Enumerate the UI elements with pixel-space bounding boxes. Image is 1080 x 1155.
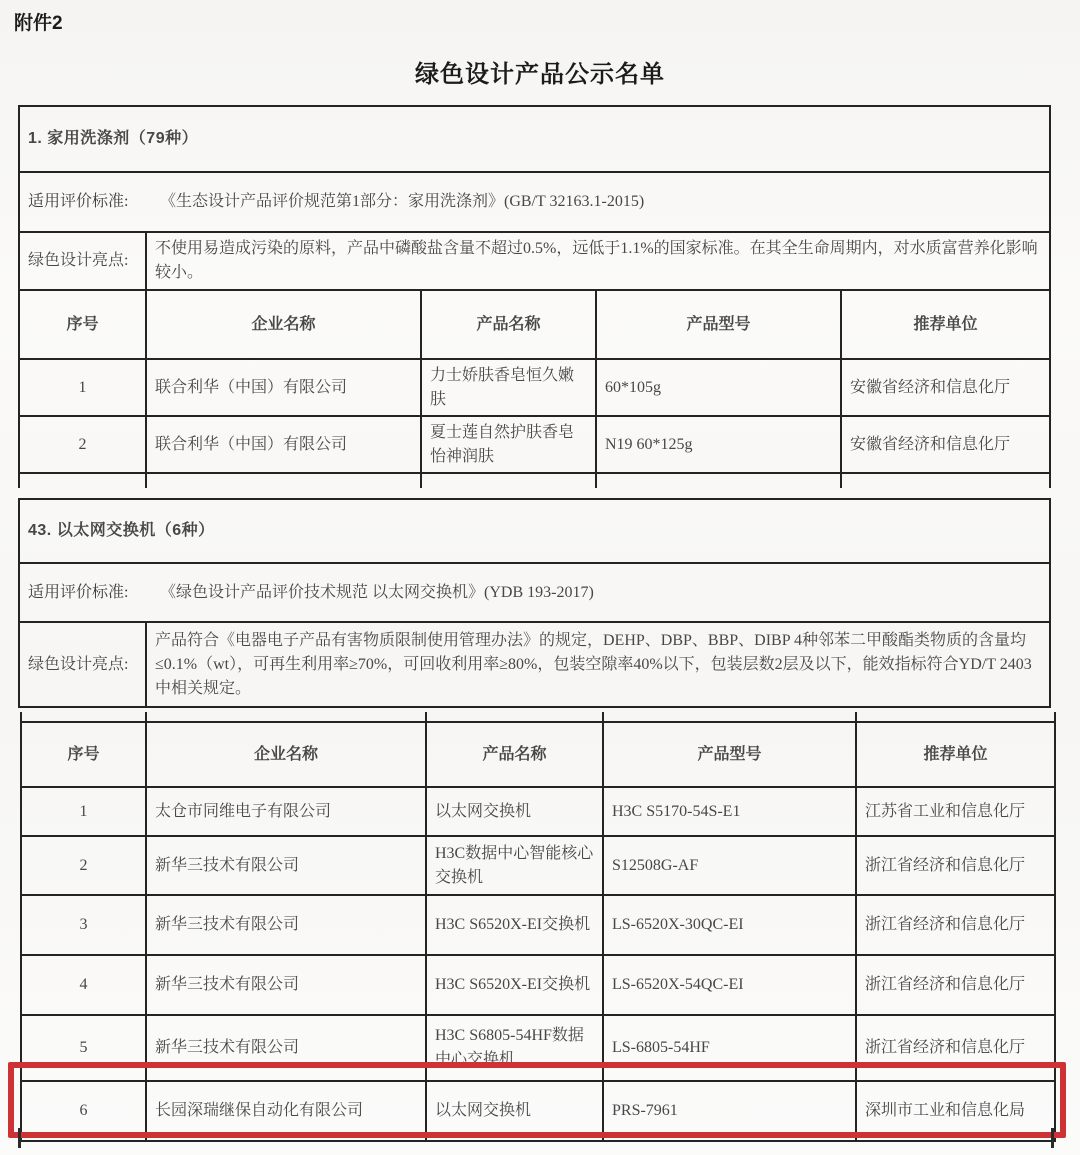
cell-model: N19 60*125g — [596, 416, 841, 473]
cell-product: 夏士莲自然护肤香皂怡神润肤 — [421, 416, 596, 473]
standard-text: 《绿色设计产品评价技术规范 以太网交换机》(YDB 193-2017) — [160, 583, 594, 601]
highlight-text: 不使用易造成污染的原料，产品中磷酸盐含量不超过0.5%，远低于1.1%的国家标准。在其全生命周期内，对水质富营养化影响较小。 — [146, 232, 1050, 290]
column-header-company: 企业名称 — [146, 722, 426, 787]
cell-serial: 6 — [21, 1081, 146, 1141]
detergent-section-heading: 1. 家用洗涤剂（79种） — [19, 106, 1050, 172]
highlight-box — [8, 1062, 1066, 1138]
column-header-row — [19, 290, 1050, 359]
column-header-serial: 序号 — [19, 290, 146, 359]
cell-serial: 1 — [21, 787, 146, 836]
cell-product: H3C S6520X-EI交换机 — [426, 955, 603, 1015]
cell-model: LS-6520X-54QC-EI — [603, 955, 856, 1015]
cell-recommender: 浙江省经济和信息化厅 — [856, 836, 1055, 895]
cell-product: 以太网交换机 — [426, 1081, 603, 1141]
scan-tick — [1051, 1128, 1054, 1148]
cell-model: 60*105g — [596, 359, 841, 416]
page-title: 绿色设计产品公示名单 — [415, 61, 665, 88]
table-row — [21, 836, 1055, 895]
cell-model: LS-6520X-30QC-EI — [603, 895, 856, 955]
cell-company: 新华三技术有限公司 — [146, 836, 426, 895]
cell-product: 力士娇肤香皂恒久嫩肤 — [421, 359, 596, 416]
cell-recommender: 浙江省经济和信息化厅 — [856, 895, 1055, 955]
standard-row — [19, 172, 1050, 232]
highlight-row — [19, 232, 1050, 290]
column-header-company: 企业名称 — [146, 290, 421, 359]
cell-serial: 2 — [21, 836, 146, 895]
cell-company: 长园深瑞继保自动化有限公司 — [146, 1081, 426, 1141]
standard-row — [19, 563, 1050, 622]
table-row — [21, 895, 1055, 955]
cell-company: 联合利华（中国）有限公司 — [146, 416, 421, 473]
column-header-product: 产品名称 — [426, 722, 603, 787]
cell-serial: 3 — [21, 895, 146, 955]
cell-product: H3C S6805-54HF数据中心交换机 — [426, 1015, 603, 1081]
cell-serial: 4 — [21, 955, 146, 1015]
cell-recommender: 浙江省经济和信息化厅 — [856, 955, 1055, 1015]
cell-model: LS-6805-54HF — [603, 1015, 856, 1081]
cell-serial: 1 — [19, 359, 146, 416]
table-row — [19, 359, 1050, 416]
cell-serial: 2 — [19, 416, 146, 473]
cell-model: S12508G-AF — [603, 836, 856, 895]
cell-recommender: 安徽省经济和信息化厅 — [841, 416, 1050, 473]
standard-label: 适用评价标准: — [28, 193, 129, 210]
highlight-text: 产品符合《电器电子产品有害物质限制使用管理办法》的规定，DEHP、DBP、BBP、DIBP 4种邻苯二甲酸酯类物质的含量均≤0.1%（wt），可再生利用率≥70%，可回收利用率≥80%，包装空隙率40%以下，包装层数2层及以下，能效指标符合YD/T 2403 中相关规定。 — [146, 622, 1050, 707]
table-row — [21, 787, 1055, 836]
cell-recommender: 浙江省经济和信息化厅 — [856, 1015, 1055, 1081]
cell-recommender: 江苏省工业和信息化厅 — [856, 787, 1055, 836]
section-heading-row — [19, 499, 1050, 563]
table-row — [19, 416, 1050, 473]
cropped-row — [21, 712, 1055, 722]
column-header-model: 产品型号 — [596, 290, 841, 359]
column-header-row — [21, 722, 1055, 787]
cell-model: PRS-7961 — [603, 1081, 856, 1141]
attachment-label: 附件2 — [14, 13, 63, 34]
column-header-org: 推荐单位 — [841, 290, 1050, 359]
switch-section-heading: 43. 以太网交换机（6种） — [19, 499, 1050, 563]
highlight-label: 绿色设计亮点: — [19, 622, 146, 707]
column-header-model: 产品型号 — [603, 722, 856, 787]
detergent-table — [18, 105, 1051, 488]
column-header-org: 推荐单位 — [856, 722, 1055, 787]
highlight-row — [19, 622, 1050, 707]
standard-label: 适用评价标准: — [28, 583, 129, 601]
section-heading-row — [19, 106, 1050, 172]
cell-company: 新华三技术有限公司 — [146, 895, 426, 955]
cell-recommender: 深圳市工业和信息化局 — [856, 1081, 1055, 1141]
column-header-product: 产品名称 — [421, 290, 596, 359]
cropped-row — [19, 473, 1050, 488]
cell-company: 新华三技术有限公司 — [146, 1015, 426, 1081]
column-header-serial: 序号 — [21, 722, 146, 787]
highlight-label: 绿色设计亮点: — [19, 232, 146, 290]
table-row — [21, 955, 1055, 1015]
cell-product: H3C S6520X-EI交换机 — [426, 895, 603, 955]
cell-product: 以太网交换机 — [426, 787, 603, 836]
cell-model: H3C S5170-54S-E1 — [603, 787, 856, 836]
cell-serial: 5 — [21, 1015, 146, 1081]
cell-company: 联合利华（中国）有限公司 — [146, 359, 421, 416]
cell-company: 太仓市同维电子有限公司 — [146, 787, 426, 836]
cell-product: H3C数据中心智能核心交换机 — [426, 836, 603, 895]
switch-intro-table — [18, 498, 1051, 708]
standard-text: 《生态设计产品评价规范第1部分：家用洗涤剂》(GB/T 32163.1-2015) — [160, 193, 645, 210]
scan-tick — [18, 1128, 21, 1148]
cell-recommender: 安徽省经济和信息化厅 — [841, 359, 1050, 416]
cell-company: 新华三技术有限公司 — [146, 955, 426, 1015]
